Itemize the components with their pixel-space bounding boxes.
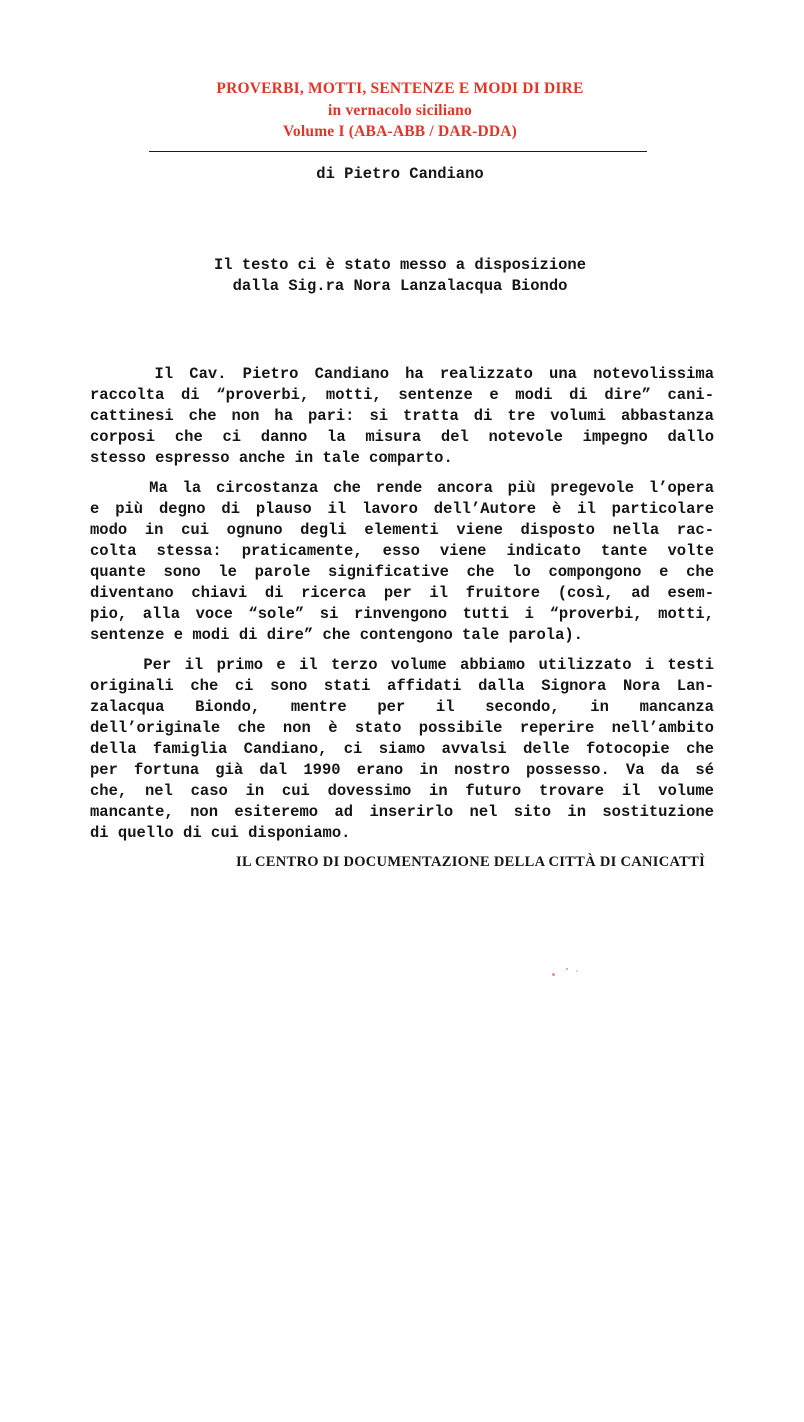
body-line: diventano chiavi di ricerca per il fruitore (così, ad esem- [90, 584, 714, 602]
body-line: corposi che ci danno la misura del notevole impegno dallo [90, 428, 714, 446]
document-title: PROVERBI, MOTTI, SENTENZE E MODI DI DIRE [216, 80, 584, 97]
body-line: colta stessa: praticamente, esso viene indicato tante volte [90, 542, 714, 560]
scan-speck-mark [552, 973, 555, 976]
signature: IL CENTRO DI DOCUMENTAZIONE DELLA CITTÀ DI CANICATTÌ [236, 854, 706, 870]
body-line: Il Cav. Pietro Candiano ha realizzato una notevolissima [90, 365, 714, 383]
body-line: cattinesi che non ha pari: si tratta di tre volumi abbastanza [90, 407, 714, 425]
body-line: pio, alla voce “sole” si rinvengono tutti i “proverbi, motti, [90, 605, 714, 623]
body-line: di quello di cui disponiamo. [90, 824, 351, 842]
title-block [150, 78, 650, 143]
paragraph-3 [90, 655, 714, 844]
body-line: stesso espresso anche in tale comparto. [90, 449, 453, 467]
body-line: Ma la circostanza che rende ancora più pregevole l’opera [90, 479, 714, 497]
body-line: modo in cui ognuno degli elementi viene disposto nella rac- [90, 521, 714, 539]
credit-line-2: dalla Sig.ra Nora Lanzalacqua Biondo [232, 277, 568, 295]
paragraph-1 [90, 364, 714, 469]
author-line: di Pietro Candiano [316, 165, 484, 183]
body-line: per fortuna già dal 1990 erano in nostro possesso. Va da sé [90, 761, 714, 779]
body-line: originali che ci sono stati affidati dalla Signora Nora Lan- [90, 677, 714, 695]
document-subtitle: in vernacolo siciliano [328, 101, 472, 119]
paragraph-2 [90, 478, 714, 646]
body-line: zalacqua Biondo, mentre per il secondo, in mancanza [90, 698, 714, 716]
body-line: Per il primo e il terzo volume abbiamo utilizzato i testi [90, 656, 714, 674]
credit-line-1: Il testo ci è stato messo a disposizione [213, 256, 587, 274]
body-line: della famiglia Candiano, ci siamo avvalsi delle fotocopie che [90, 740, 714, 758]
body-line: sentenze e modi di dire” che contengono tale parola). [90, 626, 583, 644]
body-line: raccolta di “proverbi, motti, sentenze e modi di dire” cani- [90, 386, 714, 404]
scan-speck-mark [566, 968, 568, 970]
scan-speck-mark [576, 970, 578, 972]
volume-label: Volume I (ABA-ABB / DAR-DDA) [282, 123, 518, 140]
body-text [90, 364, 714, 853]
credit-block [150, 255, 650, 297]
body-line: che, nel caso in cui dovessimo in futuro trovare il volume [90, 782, 714, 800]
body-line: e più degno di plauso il lavoro dell’Autore è il particolare [90, 500, 714, 518]
body-line: mancante, non esiteremo ad inserirlo nel sito in sostituzione [90, 803, 714, 821]
body-line: dell’originale che non è stato possibile reperire nell’ambito [90, 719, 714, 737]
body-line: quante sono le parole significative che lo compongono e che [90, 563, 714, 581]
title-divider [149, 151, 647, 152]
